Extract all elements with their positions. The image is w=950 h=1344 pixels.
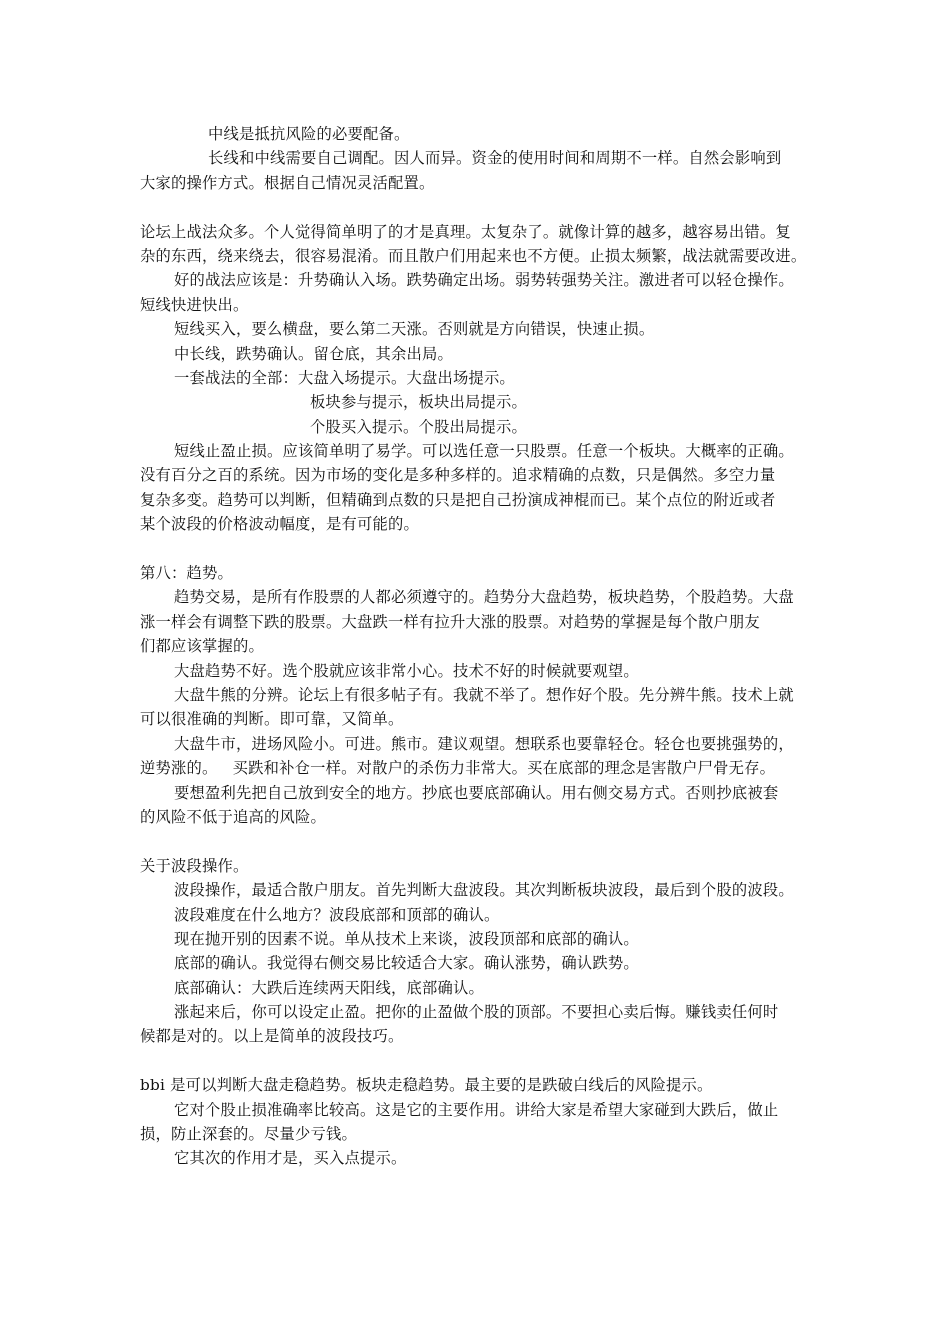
paragraph-stop-loss-line3: 复杂多变。趋势可以判断，但精确到点数的只是把自己扮演成神棍而已。某个点位的附近或者 [140,490,776,509]
paragraph-wave-operation: 波段操作，最适合散户朋友。首先判断大盘波段。其次判断板块波段，最后到个股的波段。 [174,881,794,900]
paragraph-long-mid-allocation-line1: 长线和中线需要自己调配。因人而异。资金的使用时间和周期不一样。自然会影响到 [208,149,782,168]
spacer [140,537,830,561]
spacer [140,195,830,219]
paragraph-sector-hint: 板块参与提示，板块出局提示。 [310,393,527,412]
paragraph-stop-loss-line4: 某个波段的价格波动幅度，是有可能的。 [140,515,419,534]
paragraph-trend-trading-line1: 趋势交易，是所有作股票的人都必须遵守的。趋势分大盘趋势，板块趋势，个股趋势。大盘 [174,588,794,607]
paragraph-take-profit-line1: 涨起来后，你可以设定止盈。把你的止盈做个股的顶部。不要担心卖后悔。赚钱卖任何时 [174,1003,779,1022]
paragraph-bbi: bbi 是可以判断大盘走稳趋势。板块走稳趋势。最主要的是跌破白线后的风险提示。 [140,1076,713,1095]
paragraph-market-bad: 大盘趋势不好。选个股就应该非常小心。技术不好的时候就要观望。 [174,661,639,680]
paragraph-stock-hint: 个股买入提示。个股出局提示。 [310,417,527,436]
paragraph-bull-bear-line1: 大盘牛熊的分辨。论坛上有很多帖子有。我就不举了。想作好个股。先分辨牛熊。技术上就 [174,685,794,704]
paragraph-wave-technical: 现在抛开别的因素不说。单从技术上来谈，波段顶部和底部的确认。 [174,929,639,948]
paragraph-short-buy: 短线买入，要么横盘，要么第二天涨。否则就是方向错误，快速止损。 [174,320,655,339]
spacer [140,829,830,853]
paragraph-forum-tactics-line1: 论坛上战法众多。个人觉得简单明了的才是真理。太复杂了。就像计算的越多，越容易出错。复 [140,222,791,241]
document-page [140,122,830,1171]
paragraph-bbi-buy-hint: 它其次的作用才是，买入点提示。 [174,1149,407,1168]
section-heading-trend: 第八：趋势。 [140,564,233,583]
paragraph-good-tactics-line1: 好的战法应该是：升势确认入场。跌势确定出场。弱势转强势关注。激进者可以轻仓操作。 [174,271,794,290]
paragraph-bbi-stoploss-line1: 它对个股止损准确率比较高。这是它的主要作用。讲给大家是希望大家碰到大跌后，做止 [174,1100,779,1119]
spacer [140,1049,830,1073]
paragraph-trend-trading-line2: 涨一样会有调整下跌的股票。大盘跌一样有拉升大涨的股票。对趋势的掌握是每个散户朋友 [140,612,760,631]
paragraph-safety-line1: 要想盈利先把自己放到安全的地方。抄底也要底部确认。用右侧交易方式。否则抄底被套 [174,783,779,802]
paragraph-stop-loss-line2: 没有百分之百的系统。因为市场的变化是多种多样的。追求精确的点数，只是偶然。多空力量 [140,466,776,485]
paragraph-bottom-confirm-rule: 底部确认：大跌后连续两天阳线，底部确认。 [174,978,484,997]
paragraph-bbi-stoploss-line2: 损，防止深套的。尽量少亏钱。 [140,1125,357,1144]
paragraph-bull-market-line1: 大盘牛市，进场风险小。可进。熊市。建议观望。想联系也要靠轻仓。轻仓也要挑强势的， [174,734,794,753]
paragraph-trend-trading-line3: 们都应该掌握的。 [140,637,264,656]
paragraph-tactics-all: 一套战法的全部：大盘入场提示。大盘出场提示。 [174,368,515,387]
paragraph-mid-long: 中长线，跌势确认。留仓底，其余出局。 [174,344,453,363]
section-heading-wave: 关于波段操作。 [140,856,249,875]
paragraph-bull-bear-line2: 可以很准确的判断。即可靠，又简单。 [140,710,404,729]
paragraph-midline-risk: 中线是抵抗风险的必要配备。 [208,125,410,143]
paragraph-wave-difficulty: 波段难度在什么地方？波段底部和顶部的确认。 [174,905,500,924]
paragraph-forum-tactics-line2: 杂的东西，绕来绕去，很容易混淆。而且散户们用起来也不方便。止损太频繁，战法就需要改进。 [140,246,807,265]
paragraph-stop-loss-line1: 短线止盈止损。应该简单明了易学。可以选任意一只股票。任意一个板块。大概率的正确。 [174,442,794,461]
paragraph-take-profit-line2: 候都是对的。以上是简单的波段技巧。 [140,1027,404,1046]
paragraph-safety-line2: 的风险不低于追高的风险。 [140,807,326,826]
paragraph-bull-market-line2: 逆势涨的。 买跌和补仓一样。对散户的杀伤力非常大。买在底部的理念是害散户尸骨无存。 [140,759,776,778]
paragraph-bottom-confirm: 底部的确认。我觉得右侧交易比较适合大家。确认涨势，确认跌势。 [174,954,639,973]
paragraph-good-tactics-line2: 短线快进快出。 [140,295,249,314]
paragraph-long-mid-allocation-line2: 大家的操作方式。根据自己情况灵活配置。 [140,173,435,192]
